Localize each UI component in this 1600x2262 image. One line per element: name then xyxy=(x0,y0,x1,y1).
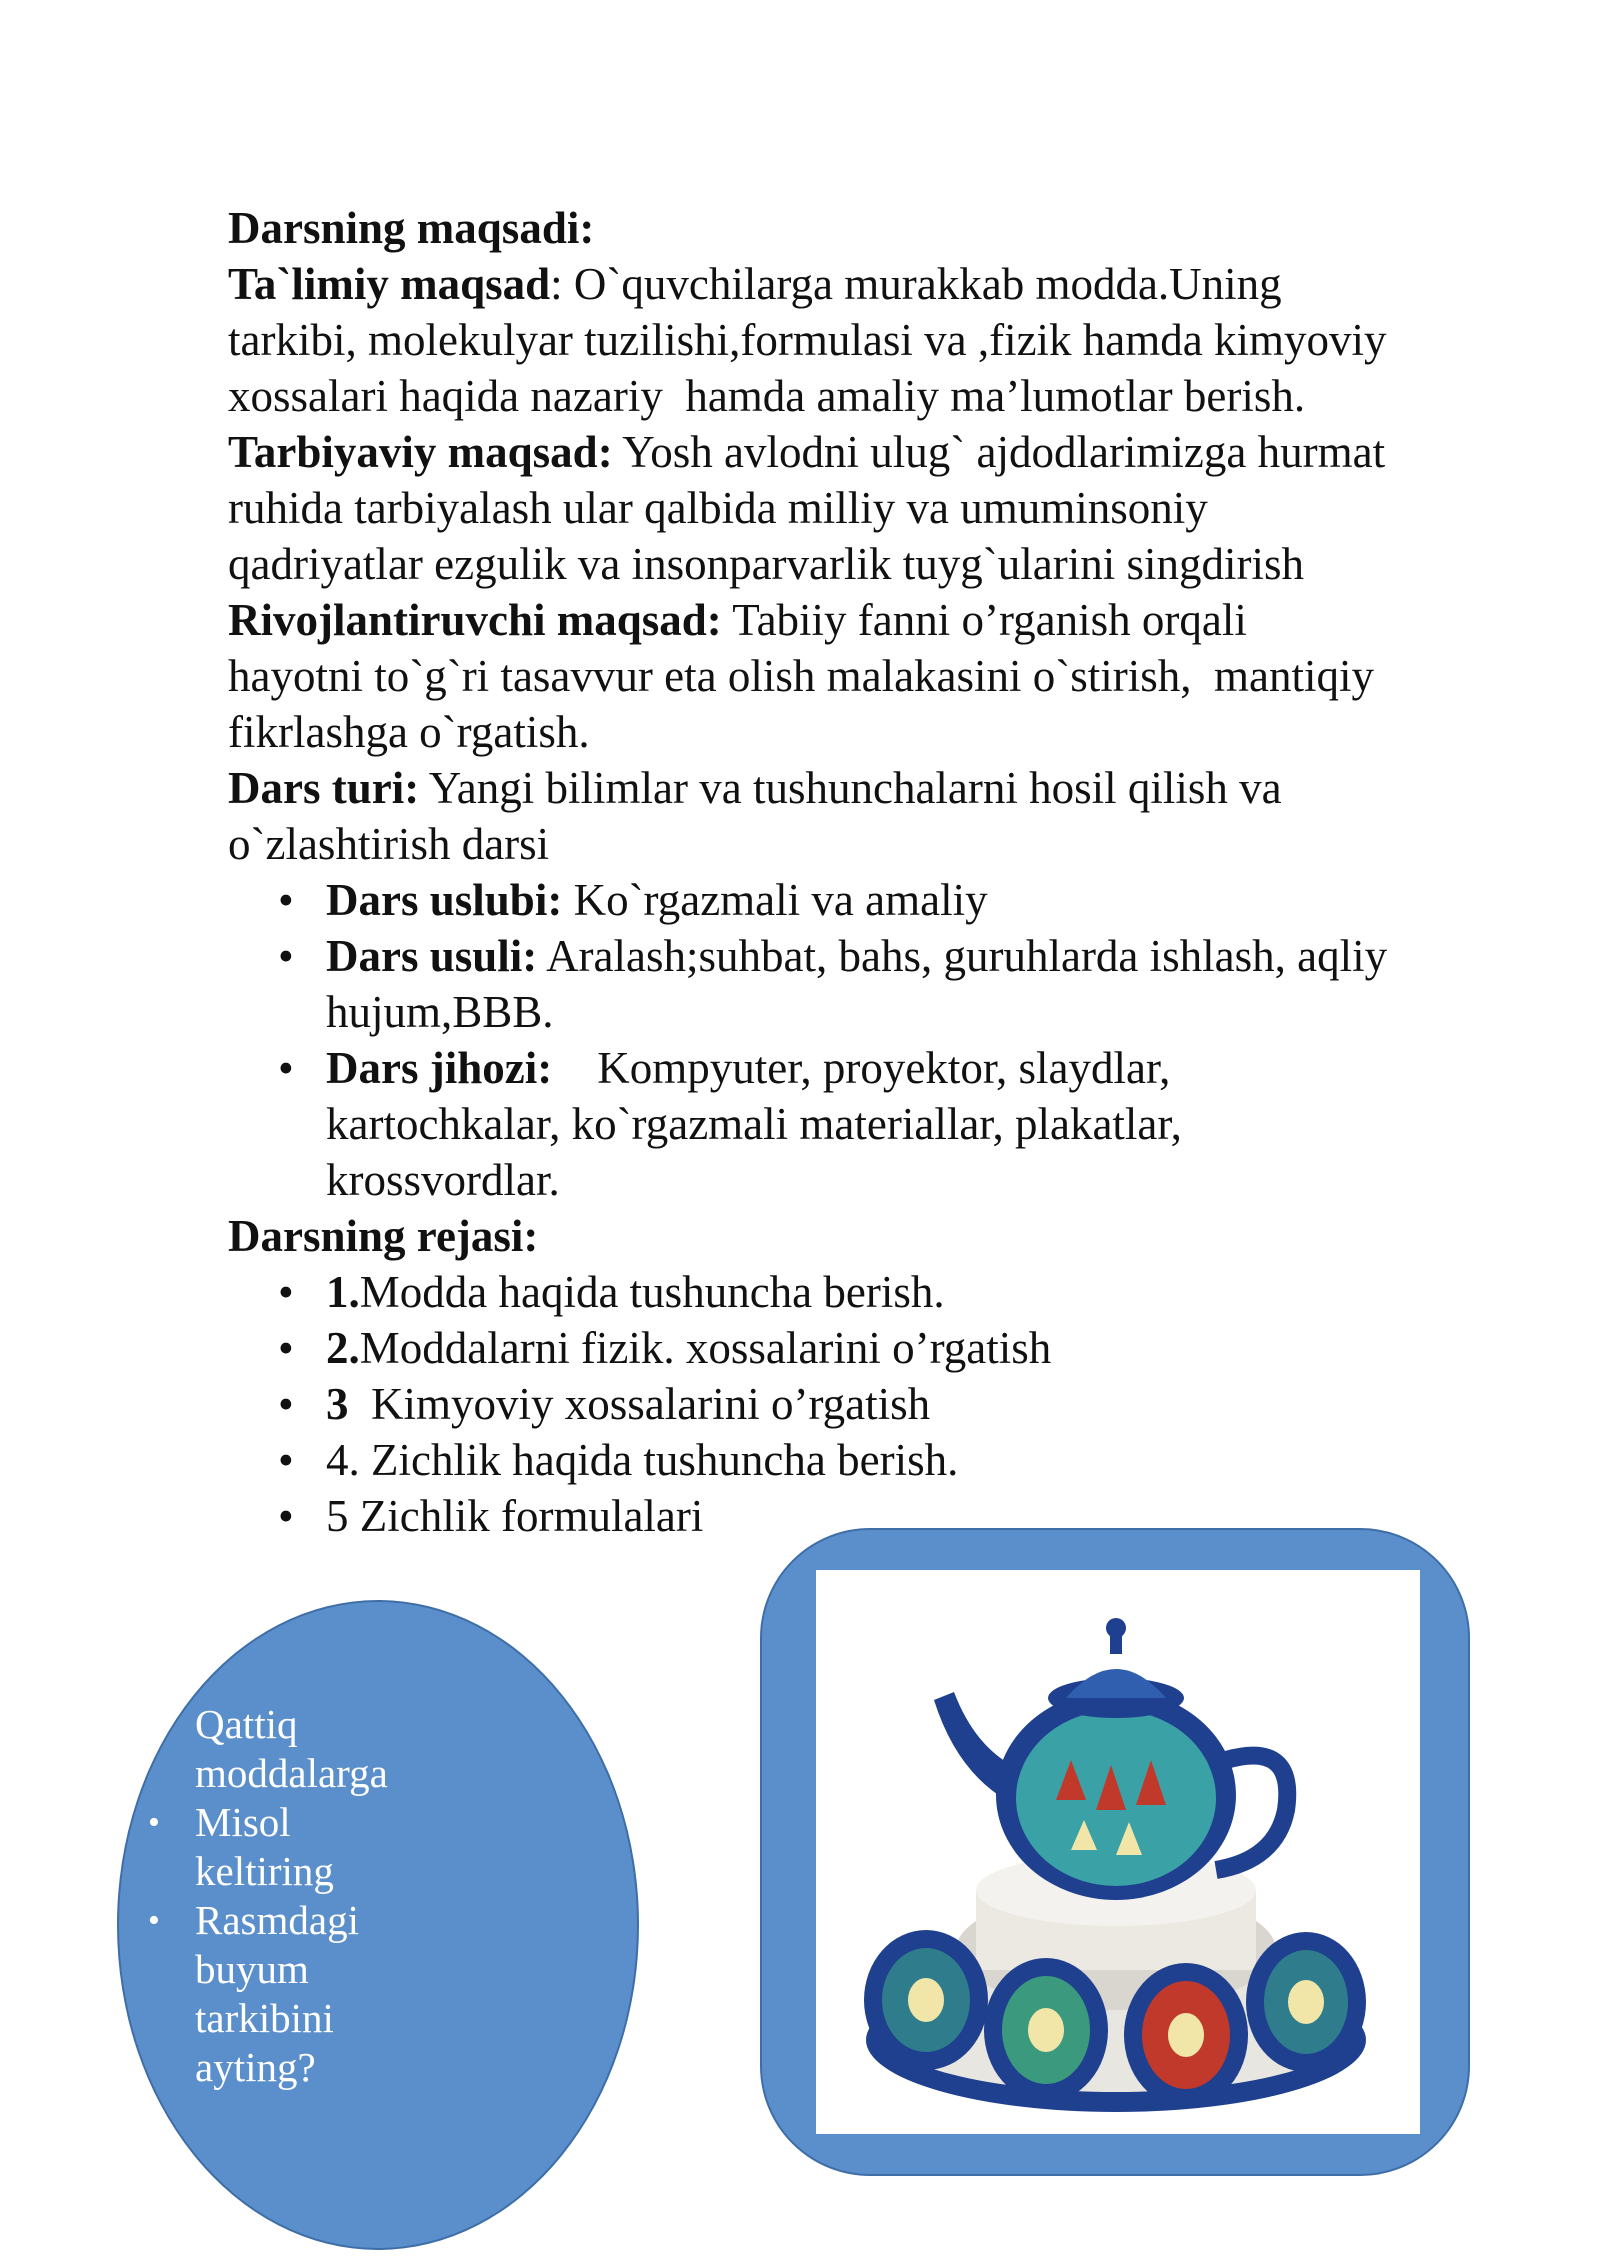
ellipse-line: keltiring xyxy=(195,1848,334,1894)
bullet-icon: • xyxy=(278,931,294,981)
bullet-icon: • xyxy=(148,1902,160,1939)
reja-item: • 2.Moddalarni fizik. xossalarini o’rgatish xyxy=(228,1320,1528,1376)
teapot-icon xyxy=(816,1570,1420,2134)
bullet-icon: • xyxy=(278,1323,294,1373)
jihozi-line3: krossvordlar. xyxy=(326,1155,560,1205)
talimiy-goal: Ta`limiy maqsad: O`quvchilarga murakkab modda.Uning xyxy=(228,259,1282,309)
rivojlantiruvchi-line2: hayotni to`g`ri tasavvur eta olish malakasini o`stirish, mantiqiy xyxy=(228,651,1375,701)
ellipse-item xyxy=(79,1798,525,1896)
dars-turi-line2: o`zlashtirish darsi xyxy=(228,819,550,869)
reja-item: • 1.Modda haqida tushuncha berish. xyxy=(228,1264,1528,1320)
tarbiyaviy-line3: qadriyatlar ezgulik va insonparvarlik tuyg`ularini singdirish xyxy=(228,539,1304,589)
ellipse-item xyxy=(79,1896,525,2092)
ellipse-line: tarkibini xyxy=(195,1995,334,2041)
ellipse-line: Misol xyxy=(195,1799,291,1845)
rivojlantiruvchi-line3: fikrlashga o`rgatish. xyxy=(228,707,590,757)
bullet-icon: • xyxy=(278,1435,294,1485)
ellipse-item xyxy=(79,1700,525,1798)
reja-item: • 5 Zichlik formulalari xyxy=(228,1488,1528,1544)
list-item-usuli: • Dars usuli: Aralash;suhbat, bahs, guruhlarda ishlash, aqliy xyxy=(228,928,1528,984)
bullet-icon: • xyxy=(278,1043,294,1093)
bullet-icon: • xyxy=(278,875,294,925)
list-item-uslubi: • Dars uslubi: Ko`rgazmali va amaliy xyxy=(228,872,1528,928)
usuli-line2: hujum,BBB. xyxy=(326,987,554,1037)
ellipse-line: ayting? xyxy=(195,2044,316,2090)
dars-turi: Dars turi: Yangi bilimlar va tushunchalarni hosil qilish va xyxy=(228,763,1282,813)
ellipse-line: Qattiq xyxy=(195,1701,298,1747)
bullet-icon: • xyxy=(148,1804,160,1841)
bullet-icon: • xyxy=(148,1706,160,1743)
talimiy-line2: tarkibi, molekulyar tuzilishi,formulasi va ,fizik hamda kimyoviy xyxy=(228,315,1387,365)
rivojlantiruvchi-goal: Rivojlantiruvchi maqsad: Tabiiy fanni o’rganish orqali xyxy=(228,595,1247,645)
bullet-icon: • xyxy=(278,1267,294,1317)
reja-item: • 3 Kimyoviy xossalarini o’rgatish xyxy=(228,1376,1528,1432)
ellipse-question-list xyxy=(148,1700,525,2092)
ellipse-line: Rasmdagi xyxy=(195,1897,359,1943)
ellipse-line: moddalarga xyxy=(195,1750,388,1796)
tarbiyaviy-goal: Tarbiyaviy maqsad: Yosh avlodni ulug` ajdodlarimizga hurmat xyxy=(228,427,1386,477)
list-item-jihozi: • Dars jihozi: Kompyuter, proyektor, slaydlar, xyxy=(228,1040,1528,1096)
reja-heading: Darsning rejasi: xyxy=(228,1211,539,1261)
teapot-photo xyxy=(816,1570,1420,2134)
ellipse-line: buyum xyxy=(195,1946,309,1992)
goals-heading: Darsning maqsadi: xyxy=(228,203,595,253)
bullet-icon: • xyxy=(278,1491,294,1541)
talimiy-line3: xossalari haqida nazariy hamda amaliy ma’lumotlar berish. xyxy=(228,371,1306,421)
lesson-plan-text xyxy=(228,200,1528,1544)
bullet-icon: • xyxy=(278,1379,294,1429)
jihozi-line2: kartochkalar, ko`rgazmali materiallar, plakatlar, xyxy=(326,1099,1182,1149)
tarbiyaviy-line2: ruhida tarbiyalash ular qalbida milliy va umuminsoniy xyxy=(228,483,1208,533)
reja-item: • 4. Zichlik haqida tushuncha berish. xyxy=(228,1432,1528,1488)
